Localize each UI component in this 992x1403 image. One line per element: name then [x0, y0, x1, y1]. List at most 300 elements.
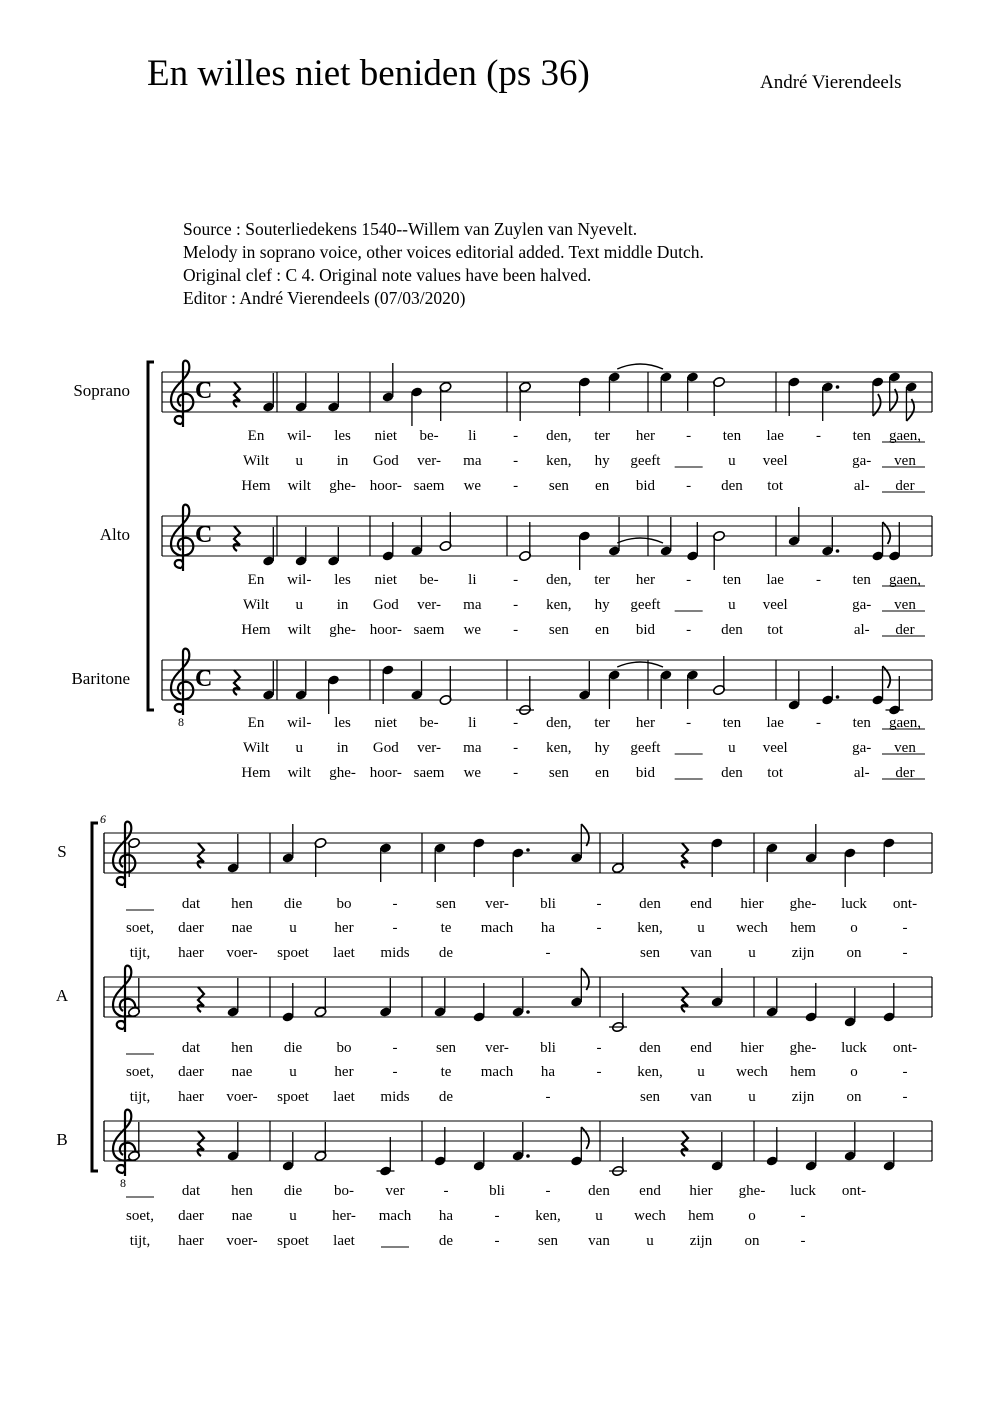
quarter-rest — [198, 1131, 204, 1156]
lyric-syllable: zijn — [791, 1089, 815, 1105]
octave-eight-mark: 8 — [178, 715, 184, 729]
lyric-syllable: dat — [181, 1183, 201, 1199]
lyric-syllable: sen — [640, 945, 660, 961]
lyric-syllable: her — [635, 428, 655, 444]
source-line: Source : Souterliedekens 1540--Willem van Zuylen van Nyevelt. — [183, 219, 638, 239]
lyric-syllable: ken, — [546, 740, 572, 756]
lyric-syllable: Hem — [241, 622, 271, 638]
lyric-syllable: ven — [894, 453, 916, 469]
lyric-syllable: u — [646, 1233, 654, 1249]
lyric-syllable: den, — [546, 715, 572, 731]
lyric-syllable: mids — [380, 945, 410, 961]
lyric-syllable: mach — [480, 1064, 514, 1080]
lyric-syllable: ma — [463, 597, 482, 613]
lyric-syllable: ha — [540, 920, 556, 936]
lyric-syllable: veel — [762, 740, 788, 756]
common-time-signature: C — [195, 666, 213, 692]
lyric-syllable: in — [336, 740, 349, 756]
lyric-syllable: saem — [413, 622, 445, 638]
lyric-syllable: - — [494, 1233, 500, 1249]
lyric-syllable: - — [392, 896, 398, 912]
lyric-syllable: de — [438, 1089, 454, 1105]
lyric-syllable: u — [728, 453, 736, 469]
lyric-syllable: Wilt — [242, 597, 270, 613]
lyric-syllable: hem — [790, 1064, 816, 1080]
lyric-syllable: ghe- — [329, 765, 356, 781]
measure-number: 6 — [100, 812, 106, 826]
lyric-syllable: - — [686, 478, 692, 494]
lyric-syllable: van — [690, 945, 712, 961]
lyric-syllable: be- — [419, 428, 439, 444]
lyric-syllable: be- — [419, 715, 439, 731]
lyric-syllable: ken, — [546, 597, 572, 613]
lyric-syllable: les — [334, 428, 351, 444]
augmentation-dot — [836, 385, 840, 389]
lyric-syllable: ten — [722, 572, 742, 588]
lyric-syllable: les — [334, 715, 351, 731]
lyric-syllable: daer — [178, 920, 204, 936]
lyric-syllable: Hem — [241, 765, 271, 781]
lyric-syllable: En — [247, 715, 265, 731]
lyric-syllable: ma — [463, 740, 482, 756]
lyric-syllable: sen — [548, 622, 569, 638]
editor-line: Editor : André Vierendeels (07/03/2020) — [183, 288, 466, 308]
augmentation-dot — [836, 549, 840, 553]
lyric-syllable: niet — [374, 428, 398, 444]
lyric-syllable: u — [295, 597, 304, 613]
lyric-syllable: wilt — [287, 478, 311, 494]
lyric-syllable: mids — [380, 1089, 410, 1105]
lyric-syllable: sen — [548, 765, 569, 781]
lyric-syllable: hier — [740, 1040, 764, 1056]
quarter-rest — [682, 1131, 688, 1156]
lyric-syllable: ken, — [535, 1208, 561, 1224]
augmentation-dot — [526, 848, 530, 852]
lyric-syllable: laet — [333, 945, 355, 961]
lyric-syllable: - — [513, 715, 519, 731]
lyric-syllable: nae — [231, 1208, 253, 1224]
lyric-syllable: be- — [419, 572, 439, 588]
lyric-syllable: spoet — [277, 1233, 309, 1249]
lyric-syllable: Hem — [241, 478, 271, 494]
lyric-syllable: saem — [413, 478, 445, 494]
lyric-syllable: - — [513, 572, 519, 588]
lyric-syllable: Wilt — [242, 453, 270, 469]
lyric-syllable: ter — [594, 715, 611, 731]
lyric-syllable: - — [443, 1183, 449, 1199]
lyric-syllable: gaen, — [888, 572, 922, 588]
lyric-syllable: tot — [767, 622, 784, 638]
lyric-syllable: den — [588, 1183, 610, 1199]
lyric-syllable: in — [336, 597, 349, 613]
lyric-syllable: ghe- — [789, 896, 817, 912]
lyric-syllable: laet — [333, 1089, 355, 1105]
lyric-syllable: ont- — [841, 1183, 867, 1199]
lyric-syllable: ha — [540, 1064, 556, 1080]
lyric-syllable: sen — [640, 1089, 660, 1105]
lyric-syllable: - — [686, 572, 692, 588]
lyric-syllable: bli — [489, 1183, 505, 1199]
lyric-syllable: spoet — [277, 1089, 309, 1105]
lyric-syllable: luck — [790, 1183, 816, 1199]
quarter-rest — [198, 843, 204, 868]
lyric-syllable: saem — [413, 765, 445, 781]
tie — [617, 364, 663, 369]
lyric-syllable: tot — [767, 765, 784, 781]
lyric-syllable: veel — [762, 597, 788, 613]
lyric-syllable: ten — [852, 428, 871, 444]
lyric-syllable: u — [595, 1208, 603, 1224]
lyric-syllable: der — [895, 765, 915, 781]
treble-clef — [171, 649, 193, 729]
lyric-syllable: ga- — [852, 740, 872, 756]
lyric-syllable: ven — [894, 740, 916, 756]
lyric-syllable: - — [800, 1208, 806, 1224]
lyric-syllable: li — [468, 572, 477, 588]
lyric-syllable: her — [635, 715, 655, 731]
lyric-syllable: end — [690, 1040, 712, 1056]
lyric-syllable: - — [596, 1040, 602, 1056]
lyric-syllable: den — [639, 896, 661, 912]
lyric-syllable: bid — [635, 478, 655, 494]
lyric-syllable: ten — [852, 715, 871, 731]
lyric-syllable: ken, — [637, 1064, 663, 1080]
quarter-rest — [682, 843, 688, 868]
treble-clef — [113, 822, 135, 888]
lyric-syllable: spoet — [277, 945, 309, 961]
lyric-syllable: u — [295, 453, 304, 469]
lyric-syllable: - — [815, 572, 821, 588]
lyric-syllable: nae — [231, 1064, 253, 1080]
lyric-syllable: hen — [231, 896, 253, 912]
lyric-syllable: u — [697, 1064, 705, 1080]
system-bracket — [92, 823, 98, 1171]
lyric-syllable: - — [545, 1183, 551, 1199]
lyric-syllable: bli — [540, 896, 556, 912]
lyric-syllable: ver- — [417, 740, 441, 756]
lyric-syllable: hem — [790, 920, 816, 936]
lyric-syllable: ken, — [637, 920, 663, 936]
lyric-syllable: u — [728, 597, 736, 613]
lyric-syllable: ven — [894, 597, 916, 613]
lyric-syllable: den, — [546, 572, 572, 588]
staff-label: Baritone — [71, 669, 130, 688]
lyric-syllable: van — [690, 1089, 712, 1105]
lyric-syllable: li — [468, 715, 477, 731]
lyric-syllable: les — [334, 572, 351, 588]
lyric-syllable: te — [440, 1064, 452, 1080]
lyric-syllable: sen — [548, 478, 569, 494]
clef-note-line: Original clef : C 4. Original note values have been halved. — [183, 265, 592, 285]
lyric-syllable: u — [289, 1208, 297, 1224]
lyric-syllable: hen — [231, 1040, 253, 1056]
lyric-syllable: on — [846, 945, 862, 961]
lyric-syllable: - — [513, 453, 519, 469]
lyric-syllable: o — [850, 920, 858, 936]
lyric-syllable: God — [372, 453, 399, 469]
lyric-syllable: u — [289, 1064, 297, 1080]
lyric-syllable: bid — [635, 622, 655, 638]
lyric-syllable: laet — [333, 1233, 355, 1249]
lyric-syllable: der — [895, 622, 915, 638]
lyric-syllable: u — [748, 945, 756, 961]
lyric-syllable: geeft — [630, 740, 661, 756]
system-bracket — [148, 362, 154, 710]
lyric-syllable: ga- — [852, 597, 872, 613]
lyric-syllable: en — [595, 622, 610, 638]
lyric-syllable: u — [295, 740, 304, 756]
lyric-syllable: ghe- — [789, 1040, 817, 1056]
lyric-syllable: soet, — [126, 1208, 154, 1224]
lyric-syllable: die — [283, 1040, 303, 1056]
augmentation-dot — [836, 695, 840, 699]
lyric-syllable: her — [635, 572, 655, 588]
lyric-syllable: gaen, — [888, 715, 922, 731]
staff-label: B — [56, 1130, 68, 1149]
lyric-syllable: ma — [463, 453, 482, 469]
lyric-syllable: luck — [841, 1040, 867, 1056]
lyric-syllable: den — [721, 622, 743, 638]
lyric-syllable: - — [902, 920, 908, 936]
lyric-syllable: - — [513, 622, 519, 638]
lyric-syllable: ter — [594, 428, 611, 444]
lyric-syllable: de — [438, 945, 454, 961]
lyric-syllable: voer- — [226, 1233, 258, 1249]
treble-clef — [171, 505, 193, 571]
lyric-syllable: hier — [740, 896, 764, 912]
lyric-syllable: geeft — [630, 453, 661, 469]
lyric-syllable: zijn — [689, 1233, 713, 1249]
lyric-syllable: - — [392, 920, 398, 936]
lyric-syllable: al- — [853, 478, 870, 494]
lyric-syllable: in — [336, 453, 349, 469]
lyric-syllable: - — [815, 428, 821, 444]
staff-label: Alto — [99, 525, 130, 544]
quarter-rest — [198, 987, 204, 1012]
lyric-syllable: al- — [853, 622, 870, 638]
lyric-syllable: wech — [736, 1064, 768, 1080]
lyric-syllable: u — [748, 1089, 756, 1105]
lyric-syllable: - — [392, 1064, 398, 1080]
lyric-syllable: her — [334, 1064, 354, 1080]
lyric-syllable: hier — [689, 1183, 713, 1199]
lyric-syllable: lae — [766, 715, 784, 731]
lyric-syllable: ga- — [852, 453, 872, 469]
lyric-syllable: en — [595, 478, 610, 494]
lyric-syllable: - — [513, 478, 519, 494]
score-title: En willes niet beniden (ps 36) — [147, 53, 590, 94]
lyric-syllable: - — [800, 1233, 806, 1249]
lyric-syllable: tijt, — [129, 1089, 151, 1105]
lyric-syllable: on — [846, 1089, 862, 1105]
lyric-syllable: - — [902, 945, 908, 961]
lyric-syllable: hem — [688, 1208, 714, 1224]
lyric-syllable: daer — [178, 1064, 204, 1080]
tie — [617, 662, 663, 667]
lyric-syllable: hoor- — [369, 622, 402, 638]
treble-clef — [113, 1110, 135, 1190]
lyric-syllable: lae — [766, 428, 784, 444]
lyric-syllable: end — [690, 896, 712, 912]
lyric-syllable: hy — [594, 453, 610, 469]
lyric-syllable: hoor- — [369, 478, 402, 494]
lyric-syllable: ver — [385, 1183, 405, 1199]
lyric-syllable: - — [513, 428, 519, 444]
lyric-syllable: ghe- — [738, 1183, 766, 1199]
lyric-syllable: den — [721, 478, 743, 494]
lyric-syllable: nae — [231, 920, 253, 936]
lyric-syllable: - — [596, 920, 602, 936]
lyric-syllable: - — [686, 428, 692, 444]
lyric-syllable: hy — [594, 740, 610, 756]
lyric-syllable: hen — [231, 1183, 253, 1199]
lyric-syllable: de — [438, 1233, 454, 1249]
staff-label: A — [55, 986, 69, 1005]
tie — [617, 538, 663, 543]
lyric-syllable: ont- — [892, 896, 918, 912]
lyric-syllable: ghe- — [329, 622, 356, 638]
lyric-syllable: - — [596, 896, 602, 912]
lyric-syllable: den — [721, 765, 743, 781]
lyric-syllable: u — [289, 920, 297, 936]
lyric-syllable: En — [247, 428, 265, 444]
lyric-syllable: - — [494, 1208, 500, 1224]
lyric-syllable: geeft — [630, 597, 661, 613]
lyric-syllable: daer — [178, 1208, 204, 1224]
lyric-syllable: niet — [374, 572, 398, 588]
staff-label: S — [57, 842, 67, 861]
lyric-syllable: van — [588, 1233, 610, 1249]
lyric-syllable: al- — [853, 765, 870, 781]
augmentation-dot — [526, 1010, 530, 1014]
lyric-syllable: En — [247, 572, 265, 588]
lyric-syllable: die — [283, 1183, 303, 1199]
lyric-syllable: bo — [336, 896, 352, 912]
treble-clef — [171, 361, 193, 427]
lyric-syllable: lae — [766, 572, 784, 588]
lyric-syllable: tijt, — [129, 1233, 151, 1249]
lyric-syllable: soet, — [126, 920, 154, 936]
quarter-rest — [682, 987, 688, 1012]
lyric-syllable: ont- — [892, 1040, 918, 1056]
lyric-syllable: wil- — [287, 572, 312, 588]
eighth-flag — [581, 1127, 589, 1149]
lyric-syllable: on — [744, 1233, 760, 1249]
lyric-syllable: dat — [181, 896, 201, 912]
augmentation-dot — [526, 1154, 530, 1158]
lyric-syllable: - — [545, 1089, 551, 1105]
lyric-syllable: o — [850, 1064, 858, 1080]
lyric-syllable: ha — [438, 1208, 454, 1224]
lyric-syllable: zijn — [791, 945, 815, 961]
lyric-syllable: der — [895, 478, 915, 494]
lyric-syllable: ten — [722, 428, 742, 444]
eighth-flag — [873, 394, 881, 416]
eighth-flag — [883, 522, 891, 544]
lyric-syllable: Wilt — [242, 740, 270, 756]
lyric-syllable: wilt — [287, 765, 311, 781]
melody-note-line: Melody in soprano voice, other voices editorial added. Text middle Dutch. — [183, 242, 704, 262]
lyric-syllable: tijt, — [129, 945, 151, 961]
lyric-syllable: ver- — [485, 896, 509, 912]
lyric-syllable: we — [463, 478, 482, 494]
lyric-syllable: sen — [436, 1040, 456, 1056]
lyric-syllable: - — [686, 715, 692, 731]
lyric-syllable: - — [513, 765, 519, 781]
lyric-syllable: li — [468, 428, 477, 444]
lyric-syllable: we — [463, 622, 482, 638]
lyric-syllable: - — [392, 1040, 398, 1056]
lyric-syllable: - — [545, 945, 551, 961]
lyric-syllable: ver- — [417, 453, 441, 469]
staff-label: Soprano — [73, 381, 130, 400]
lyric-syllable: her — [334, 920, 354, 936]
lyric-syllable: ten — [722, 715, 742, 731]
lyric-syllable: dat — [181, 1040, 201, 1056]
lyric-syllable: haer — [178, 945, 204, 961]
lyric-syllable: den — [639, 1040, 661, 1056]
lyric-syllable: mach — [378, 1208, 412, 1224]
lyric-syllable: - — [902, 1064, 908, 1080]
lyric-syllable: niet — [374, 715, 398, 731]
lyric-syllable: - — [513, 597, 519, 613]
lyric-syllable: God — [372, 597, 399, 613]
lyric-syllable: ver- — [485, 1040, 509, 1056]
lyric-syllable: voer- — [226, 945, 258, 961]
lyric-syllable: wil- — [287, 715, 312, 731]
lyric-syllable: wilt — [287, 622, 311, 638]
lyric-syllable: luck — [841, 896, 867, 912]
lyric-syllable: - — [815, 715, 821, 731]
lyric-syllable: soet, — [126, 1064, 154, 1080]
lyric-syllable: o — [748, 1208, 756, 1224]
composer-name: André Vierendeels — [760, 72, 902, 93]
lyric-syllable: u — [728, 740, 736, 756]
quarter-rest — [234, 526, 240, 551]
lyric-syllable: wech — [634, 1208, 666, 1224]
quarter-rest — [234, 670, 240, 695]
lyric-syllable: God — [372, 740, 399, 756]
lyric-syllable: mach — [480, 920, 514, 936]
eighth-flag — [883, 666, 891, 688]
lyric-syllable: - — [596, 1064, 602, 1080]
lyric-syllable: ter — [594, 572, 611, 588]
lyric-syllable: hoor- — [369, 765, 402, 781]
lyric-syllable: ver- — [417, 597, 441, 613]
lyric-syllable: den, — [546, 428, 572, 444]
lyric-syllable: te — [440, 920, 452, 936]
lyric-syllable: hy — [594, 597, 610, 613]
lyric-syllable: ghe- — [329, 478, 356, 494]
lyric-syllable: bo — [336, 1040, 352, 1056]
lyric-syllable: bid — [635, 765, 655, 781]
lyric-syllable: veel — [762, 453, 788, 469]
lyric-syllable: haer — [178, 1089, 204, 1105]
lyric-syllable: ken, — [546, 453, 572, 469]
lyric-syllable: - — [513, 740, 519, 756]
lyric-syllable: en — [595, 765, 610, 781]
lyric-syllable: bli — [540, 1040, 556, 1056]
lyric-syllable: tot — [767, 478, 784, 494]
lyric-syllable: wil- — [287, 428, 312, 444]
lyric-syllable: die — [283, 896, 303, 912]
common-time-signature: C — [195, 522, 213, 548]
lyric-syllable: - — [902, 1089, 908, 1105]
lyric-syllable: ten — [852, 572, 871, 588]
treble-clef — [113, 966, 135, 1032]
common-time-signature: C — [195, 378, 213, 404]
lyric-syllable: u — [697, 920, 705, 936]
